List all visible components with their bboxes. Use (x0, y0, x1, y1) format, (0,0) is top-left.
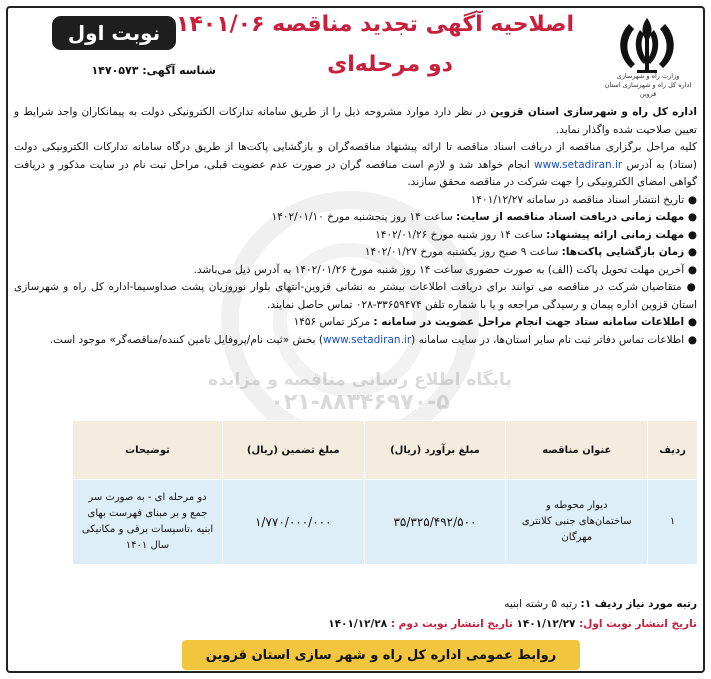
opening-time-label: زمان بازگشایی پاکت‌ها: (561, 246, 685, 258)
ministry-name: وزارت راه و شهرسازی (616, 72, 680, 80)
publish-date-text: تاریخ انتشار اسناد مناقصه در سامانه ۱۴۰۱/۱۲/۲۷ (470, 193, 685, 206)
notice-body (14, 104, 697, 349)
bullet-icon: ● (684, 263, 697, 276)
intro-paragraph (14, 104, 697, 139)
cell-estimate: ۳۵/۳۲۵/۴۹۲/۵۰۰ (364, 480, 506, 565)
notice-title: اصلاحیه آگهی تجدید مناقصه ۱۴۰۱/۰۶ (175, 12, 575, 37)
table-header-row (73, 421, 698, 480)
rank-label: رتبه مورد نیاز ردیف ۱: (580, 598, 697, 610)
bullet-opening-time (14, 244, 697, 262)
registration-text-a: اطلاعات تماس دفاتر ثبت نام سایر استان‌ها، در سایت سامانه ( (411, 333, 685, 346)
emblem-caption (598, 72, 698, 99)
notice-subtitle: دو مرحله‌ای (327, 52, 453, 77)
bullet-icon: ● (684, 333, 697, 346)
document-deadline-label: مهلت زمانی دریافت اسناد مناقصه از سایت: (456, 211, 685, 223)
bullet-publish-date (14, 192, 697, 210)
second-publication-date: ۱۴۰۱/۱۲/۲۸ (328, 618, 391, 630)
procedure-text-b: انجام خواهد شد و لازم است مناقصه گران در صورت عدم عضویت قبلی، مراحل ثبت نام در سایت مذکور و دریافت گواهی امضای الکترونیکی را جهت شرکت در مناقصه محقق سازند. (14, 158, 697, 188)
setad-info-label: اطلاعات سامانه ستاد جهت انجام مراحل عضویت در سامانه : (373, 316, 685, 328)
bullet-envelope-deadline (14, 262, 697, 280)
notice-footer (14, 594, 697, 634)
col-estimate: مبلغ برآورد (ریال) (364, 421, 506, 480)
table-row (73, 480, 698, 565)
procedure-text-a: کلیه مراحل برگزاری مناقصه از دریافت اسناد مناقصه تا ارائه پیشنهاد مناقصه‌گران و بازگشایی پاکت‌ها از طریق درگاه سامانه تدارکات الکترونیکی دولت (ستاد) به آدرس (14, 141, 697, 171)
second-publication-label: تاریخ انتشار نوبت دوم : (390, 618, 513, 630)
contact-info-text: متقاضیان شرکت در مناقصه می توانند برای دریافت اطلاعات بیشتر به نشانی قزوین-انتهای بلوار نوروزیان پشت صداوسیما-اداره کل راه و شهرسازی استان قزوین اداره پیمان و رسیدگی مراجعه و یا با شماره تلفن ۳۳۶۵۹۴۷۴-۰۲۸ تماس حاصل نمایند. (14, 281, 697, 311)
watermark-line-1: پایگاه اطلاع رسانی مناقصه و مزایده (208, 370, 512, 390)
notice-id: شناسه آگهی: ۱۴۷۰۵۷۳ (91, 64, 216, 77)
first-publication-label: تاریخ انتشار نوبت اول: (579, 618, 697, 630)
bullet-icon: ● (681, 281, 697, 293)
office-name: اداره کل راه و شهرسازی استان قزوین (604, 81, 692, 98)
bullet-document-deadline (14, 209, 697, 227)
document-deadline-value: ساعت ۱۴ روز پنجشنبه مورخ ۱۴۰۲/۰۱/۱۰ (271, 211, 456, 223)
watermark-phone: ۰۲۱-۸۸۳۴۶۹۷۰-۵ (270, 390, 450, 415)
cell-tender-title: دیوار محوطه و ساختمان‌های جنبی کلانتری مهرگان (506, 480, 648, 565)
envelope-deadline-text: آخرین مهلت تحویل پاکت (الف) به صورت حضوری ساعت ۱۴ روز شنبه مورخ ۱۴۰۲/۰۱/۲۶ به آدرس ذیل می‌باشد. (193, 263, 685, 276)
first-publication-date: ۱۴۰۱/۱۲/۲۷ (512, 618, 580, 630)
bullet-icon: ● (684, 316, 697, 328)
publication-dates (14, 614, 697, 634)
cell-guarantee: ۱/۷۷۰/۰۰۰/۰۰۰ (222, 480, 364, 565)
col-description: توضیحات (73, 421, 223, 480)
setad-info-value: مرکز تماس ۱۴۵۶ (293, 316, 374, 328)
col-tender-title: عنوان مناقصه (506, 421, 648, 480)
round-badge: نوبت اول (52, 16, 176, 50)
required-rank (14, 594, 697, 614)
bullet-icon: ● (684, 211, 697, 223)
public-relations-banner: روابط عمومی اداره کل راه و شهر سازی استان قزوین (182, 640, 580, 670)
proposal-deadline-value: ساعت ۱۴ روز شنبه مورخ ۱۴۰۲/۰۱/۲۶ (375, 228, 547, 241)
cell-description: دو مرحله ای - به صورت سر جمع و بر مبنای فهرست بهای ابنیه ،تاسیسات برقی و مکانیکی سال ۱۴۰۱ (73, 480, 223, 565)
bullet-icon: ● (684, 228, 697, 241)
bullet-proposal-deadline (14, 227, 697, 245)
tender-table (72, 420, 698, 565)
setad-link[interactable]: www.setadiran.ir (534, 158, 623, 171)
bullet-icon: ● (684, 246, 697, 258)
bullet-icon: ● (684, 193, 697, 206)
proposal-deadline-label: مهلت زمانی ارائه پیشنهاد: (546, 228, 685, 241)
bullet-contact-info (14, 279, 697, 314)
cell-row-number: ۱ (648, 480, 698, 565)
organization-name: اداره کل راه و شهرسازی استان قزوین (490, 106, 698, 118)
bullet-setad-info (14, 314, 697, 332)
setad-link-2[interactable]: www.setadiran.ir (322, 333, 412, 346)
bullet-registration-offices (14, 332, 697, 350)
rank-value: رتبه ۵ رشته ابنیه (504, 598, 581, 610)
intro-text: در نظر دارد موارد مشروحه ذیل را از طریق سامانه تدارکات الکترونیکی دولت به پیمانکاران واجد شرایط و تعیین صلاحیت شده واگذار نماید. (14, 106, 697, 136)
procedure-paragraph (14, 139, 697, 192)
registration-text-b: ) بخش «ثبت نام/پروفایل تامین کننده/مناقصه‌گر» موجود است. (49, 333, 323, 346)
opening-time-value: ساعت ۹ صبح روز یکشنبه مورخ ۱۴۰۲/۰۱/۲۷ (364, 246, 562, 258)
col-row-number: ردیف (648, 421, 698, 480)
col-guarantee: مبلغ تضمین (ریال) (222, 421, 364, 480)
